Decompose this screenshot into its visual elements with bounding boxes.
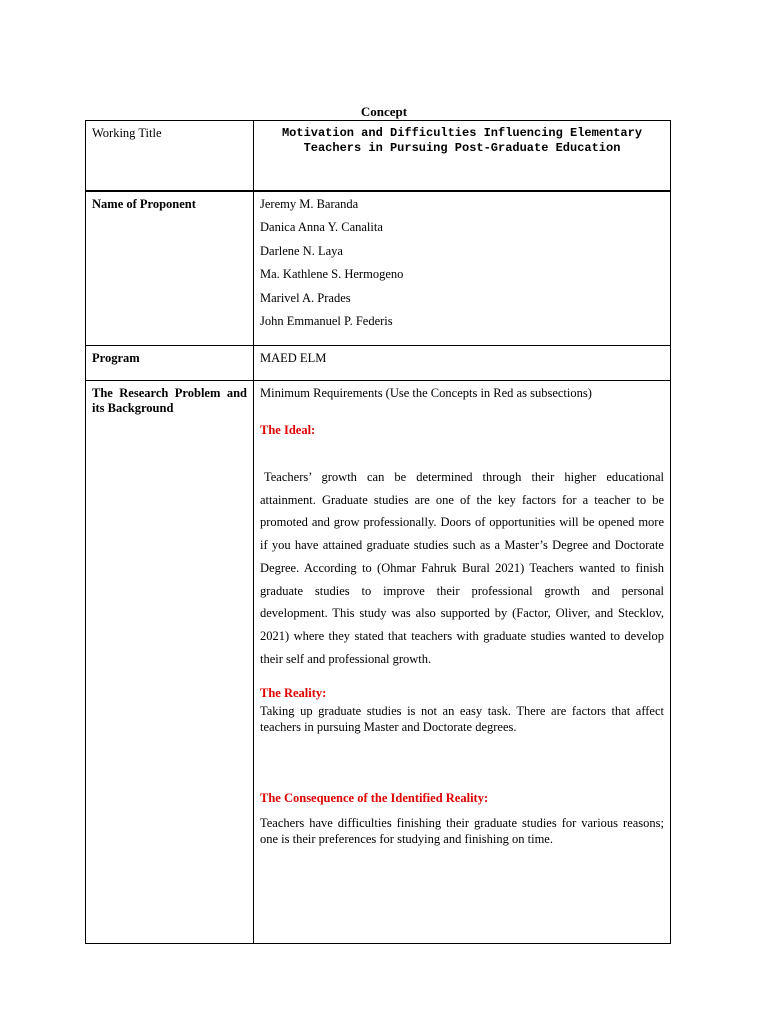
reality-heading: The Reality: xyxy=(260,686,327,701)
research-content-cell xyxy=(254,381,671,944)
working-title-label: Working Title xyxy=(92,126,162,140)
program-value-cell xyxy=(254,346,671,381)
research-label: The Research Problem and its Background xyxy=(92,386,247,415)
working-title-value-cell xyxy=(254,121,671,191)
row-program xyxy=(86,346,671,381)
row-proponent xyxy=(86,191,671,346)
program-label: Program xyxy=(92,351,140,365)
program-label-cell xyxy=(86,346,254,381)
working-title-value: Motivation and Difficulties Influencing Elementary Teachers in Pursuing Post-Graduate Education xyxy=(281,126,643,155)
program-value: MAED ELM xyxy=(260,351,327,365)
consequence-paragraph: Teachers have difficulties finishing their graduate studies for various reasons; one is their preferences for studying and finishing on time. xyxy=(260,816,664,846)
research-label-cell xyxy=(86,381,254,944)
proponent-name: Danica Anna Y. Canalita xyxy=(260,220,383,234)
ideal-paragraph: Teachers’ growth can be determined through their higher educational attainment. Graduate studies are one of the key factors for a teacher to be promoted and grow professionally. Doors of opportunities will be opened more if you have attained graduate studies such as a Master’s Degree and Doctorate Degree. According to (Ohmar Fahruk Bural 2021) Teachers wanted to finish graduate studies to improve their professional growth and personal development. This study was also supported by (Factor, Oliver, and Stecklov, 2021) where they stated that teachers with graduate studies wanted to develop their self and professional growth. xyxy=(260,470,664,666)
ideal-heading: The Ideal: xyxy=(260,423,316,437)
document-heading: Concept xyxy=(360,104,408,119)
reality-paragraph: Taking up graduate studies is not an easy task. There are factors that affect teachers in pursuing Master and Doctorate degrees. xyxy=(260,704,664,734)
proponent-names-cell xyxy=(254,191,671,346)
proponent-label: Name of Proponent xyxy=(92,196,196,211)
proponent-label-cell xyxy=(86,191,254,346)
proponent-name: Jeremy M. Baranda xyxy=(260,196,359,211)
proponent-name: Marivel A. Prades xyxy=(260,290,351,305)
row-research-problem xyxy=(86,381,671,944)
working-title-label-cell xyxy=(86,121,254,191)
proponent-name: John Emmanuel P. Federis xyxy=(260,314,393,328)
proponent-name: Darlene N. Laya xyxy=(260,243,343,258)
concept-table xyxy=(85,120,671,944)
proponent-name: Ma. Kathlene S. Hermogeno xyxy=(260,267,404,281)
min-requirements-note: Minimum Requirements (Use the Concepts in Red as subsections) xyxy=(260,386,592,400)
consequence-heading: The Consequence of the Identified Reality: xyxy=(260,791,489,806)
row-working-title xyxy=(86,121,671,191)
